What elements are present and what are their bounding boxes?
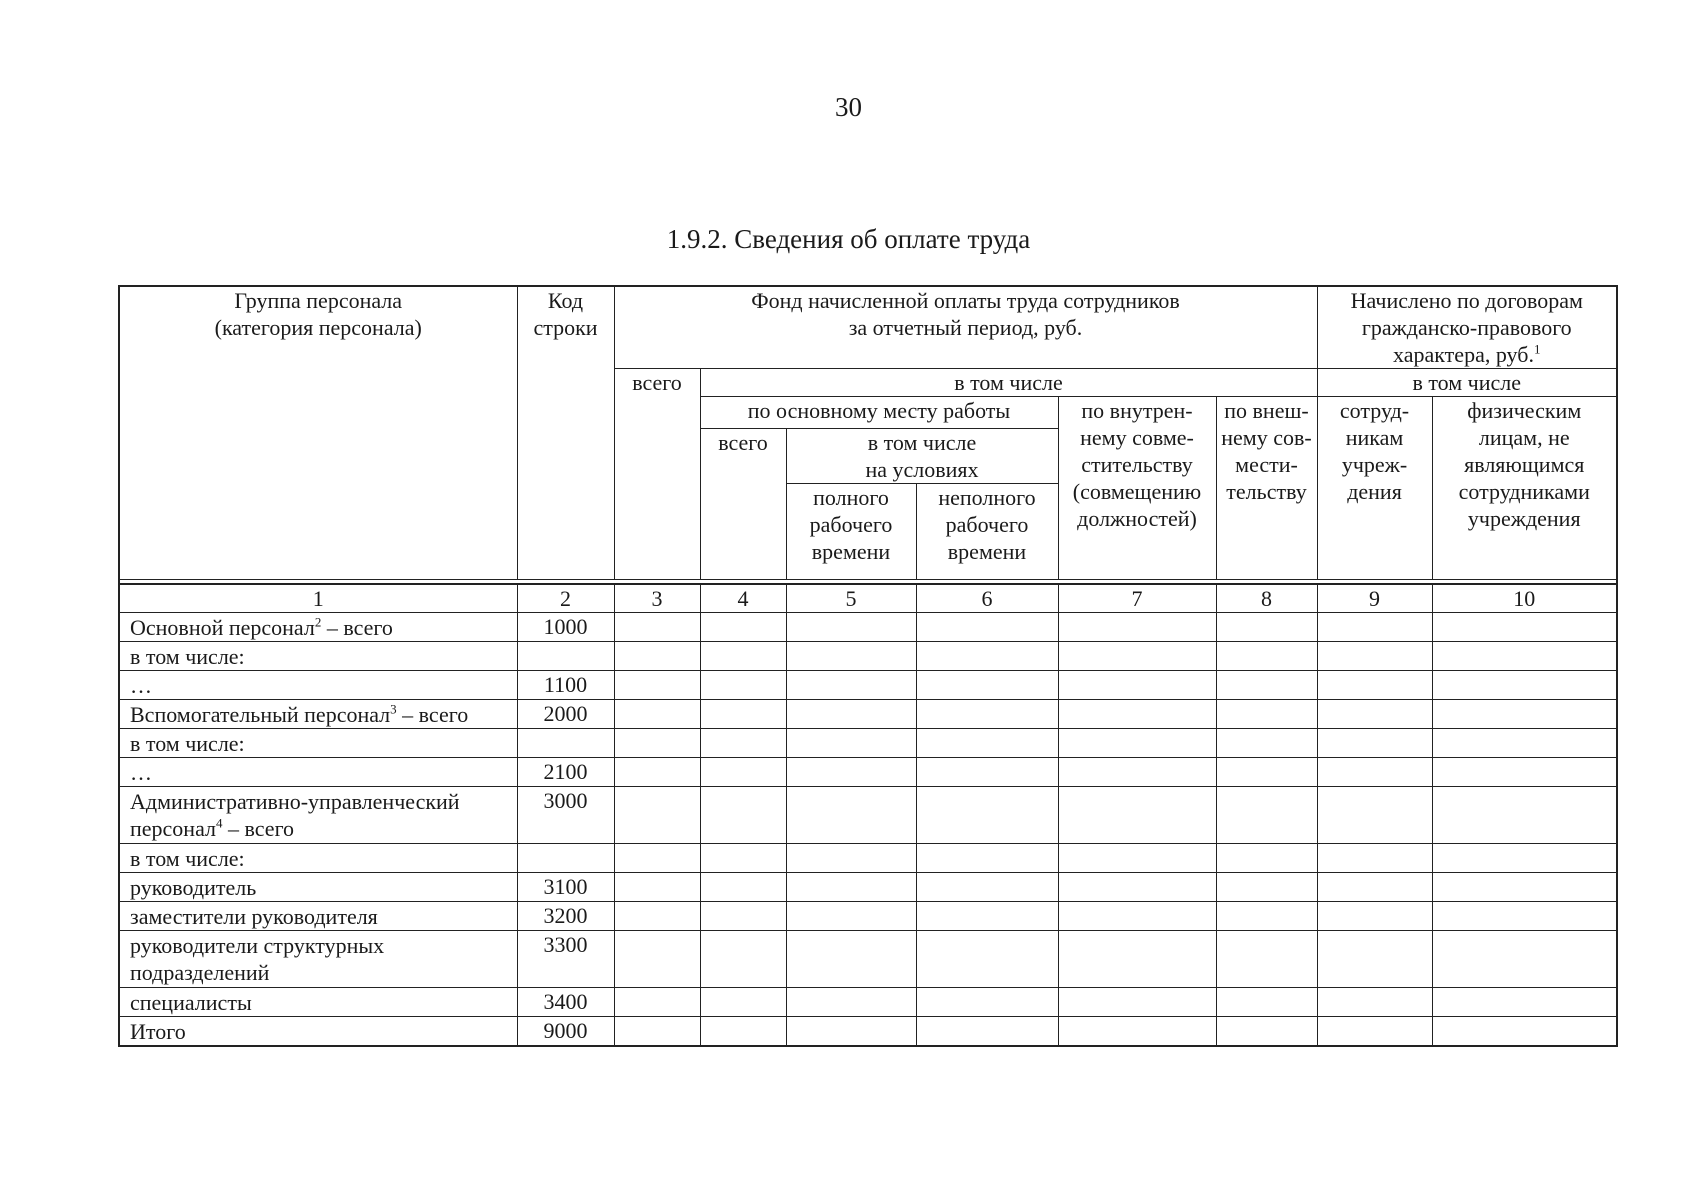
table-row [119, 873, 1617, 902]
table-cell[interactable] [700, 1017, 786, 1047]
row-label: руководитель [119, 873, 517, 902]
row-code: 2000 [517, 700, 614, 729]
table-cell[interactable] [1216, 729, 1317, 758]
table-cell[interactable] [1317, 787, 1432, 844]
page-number: 30 [835, 92, 862, 122]
header-contracts [1317, 286, 1617, 369]
header-main-total: всего [700, 429, 786, 580]
wage-table-container [118, 285, 1616, 1047]
table-cell[interactable] [1058, 931, 1216, 988]
wage-table [118, 285, 1618, 1047]
table-cell[interactable] [614, 931, 700, 988]
table-row [119, 902, 1617, 931]
table-cell[interactable] [1216, 613, 1317, 642]
row-code: 9000 [517, 1017, 614, 1047]
row-code [517, 642, 614, 671]
table-cell[interactable] [614, 729, 700, 758]
table-cell[interactable] [916, 873, 1058, 902]
header-part-time: неполного рабочего времени [916, 484, 1058, 580]
table-cell[interactable] [700, 787, 786, 844]
table-cell[interactable] [786, 613, 916, 642]
table-cell[interactable] [700, 902, 786, 931]
row-label: Административно-управленческий персонал$^4$ – всего [119, 787, 517, 844]
row-label: в том числе: [119, 729, 517, 758]
row-code [517, 729, 614, 758]
table-cell[interactable] [700, 671, 786, 700]
table-cell[interactable] [1317, 902, 1432, 931]
table-row [119, 931, 1617, 988]
table-cell[interactable] [786, 931, 916, 988]
table-cell[interactable] [700, 642, 786, 671]
header-external: по внеш-нему сов-мести-тельству [1216, 397, 1317, 580]
row-code: 3100 [517, 873, 614, 902]
column-number: 7 [1058, 584, 1216, 613]
table-cell[interactable] [1432, 613, 1617, 642]
table-row [119, 642, 1617, 671]
table-cell[interactable] [614, 758, 700, 787]
table-cell[interactable] [1317, 700, 1432, 729]
table-cell[interactable] [916, 642, 1058, 671]
table-cell[interactable] [1317, 642, 1432, 671]
table-cell[interactable] [786, 671, 916, 700]
header-group [119, 286, 517, 580]
row-code [517, 844, 614, 873]
table-cell[interactable] [786, 700, 916, 729]
row-label: в том числе: [119, 844, 517, 873]
table-cell[interactable] [1317, 873, 1432, 902]
table-cell[interactable] [786, 787, 916, 844]
header-fund-line1: Фонд начисленной оплаты труда сотрудников [751, 288, 1180, 313]
table-cell[interactable] [614, 671, 700, 700]
row-label: … [119, 758, 517, 787]
header-main-place: по основному месту работы [700, 397, 1058, 429]
table-cell[interactable] [786, 729, 916, 758]
row-code: 1100 [517, 671, 614, 700]
header-code-line2: строки [533, 315, 598, 340]
table-cell[interactable] [700, 844, 786, 873]
table-cell[interactable] [1432, 844, 1617, 873]
table-cell[interactable] [1432, 700, 1617, 729]
table-cell[interactable] [614, 700, 700, 729]
table-cell[interactable] [700, 700, 786, 729]
table-cell[interactable] [1216, 758, 1317, 787]
table-cell[interactable] [1216, 902, 1317, 931]
page-title: 1.9.2. Сведения об оплате труда [666, 224, 1031, 254]
table-cell[interactable] [1317, 1017, 1432, 1047]
row-label: Итого [119, 1017, 517, 1047]
header-contracts-including: в том числе [1317, 369, 1617, 397]
column-number: 9 [1317, 584, 1432, 613]
header-to-individuals: физическим лицам, не являющимся сотрудниками учреждения [1432, 397, 1617, 580]
header-full-time: полного рабочего времени [786, 484, 916, 580]
table-cell[interactable] [614, 844, 700, 873]
table-cell[interactable] [1317, 613, 1432, 642]
table-row [119, 988, 1617, 1017]
table-cell[interactable] [916, 902, 1058, 931]
row-label: Вспомогательный персонал$^3$ – всего [119, 700, 517, 729]
header-contracts-line3: характера, руб.$^1$ [1393, 341, 1541, 367]
table-cell[interactable] [916, 671, 1058, 700]
table-cell[interactable] [614, 902, 700, 931]
row-code: 3400 [517, 988, 614, 1017]
header-contracts-line2: гражданско-правового [1361, 315, 1572, 340]
table-cell[interactable] [1216, 787, 1317, 844]
table-row [119, 1017, 1617, 1047]
table-cell[interactable] [1216, 700, 1317, 729]
table-row [119, 729, 1617, 758]
header-fund-line2: за отчетный период, руб. [848, 315, 1083, 340]
row-code: 1000 [517, 613, 614, 642]
table-cell[interactable] [700, 931, 786, 988]
table-cell[interactable] [786, 873, 916, 902]
row-label: руководители структурных подразделений [119, 931, 517, 988]
table-cell[interactable] [1058, 902, 1216, 931]
column-number: 3 [614, 584, 700, 613]
header-internal: по внутрен-нему совме-стительству (совмещению должностей) [1058, 397, 1216, 580]
table-cell[interactable] [1432, 988, 1617, 1017]
column-number: 6 [916, 584, 1058, 613]
table-row [119, 787, 1617, 844]
table-cell[interactable] [1432, 671, 1617, 700]
header-group-line2: (категория персонала) [214, 315, 422, 340]
table-cell[interactable] [614, 613, 700, 642]
table-cell[interactable] [1058, 873, 1216, 902]
table-cell[interactable] [916, 1017, 1058, 1047]
header-contracts-line1: Начислено по договорам [1350, 288, 1583, 313]
column-number: 4 [700, 584, 786, 613]
column-number: 2 [517, 584, 614, 613]
table-cell[interactable] [614, 1017, 700, 1047]
table-cell[interactable] [700, 729, 786, 758]
table-cell[interactable] [786, 1017, 916, 1047]
table-cell[interactable] [1058, 1017, 1216, 1047]
table-cell[interactable] [1432, 902, 1617, 931]
header-on-conditions-line1: в том числе [867, 430, 977, 455]
table-cell[interactable] [1432, 873, 1617, 902]
header-code-line1: Код [547, 288, 584, 313]
table-cell[interactable] [614, 642, 700, 671]
row-label: … [119, 671, 517, 700]
table-cell[interactable] [1058, 729, 1216, 758]
table-row [119, 671, 1617, 700]
table-cell[interactable] [614, 787, 700, 844]
table-cell[interactable] [700, 613, 786, 642]
table-cell[interactable] [1058, 787, 1216, 844]
table-cell[interactable] [1216, 1017, 1317, 1047]
row-label: заместители руководителя [119, 902, 517, 931]
row-code: 2100 [517, 758, 614, 787]
column-number: 8 [1216, 584, 1317, 613]
table-cell[interactable] [1216, 988, 1317, 1017]
table-cell[interactable] [916, 988, 1058, 1017]
table-cell[interactable] [1432, 642, 1617, 671]
table-cell[interactable] [1058, 642, 1216, 671]
column-number: 10 [1432, 584, 1617, 613]
table-row [119, 758, 1617, 787]
row-label: специалисты [119, 988, 517, 1017]
header-group-line1: Группа персонала [234, 288, 403, 313]
table-cell[interactable] [786, 844, 916, 873]
table-cell[interactable] [786, 758, 916, 787]
table-row [119, 700, 1617, 729]
table-cell[interactable] [1216, 931, 1317, 988]
table-cell[interactable] [1432, 758, 1617, 787]
table-cell[interactable] [1058, 758, 1216, 787]
table-cell[interactable] [1058, 988, 1216, 1017]
table-cell[interactable] [1216, 671, 1317, 700]
table-cell[interactable] [1317, 844, 1432, 873]
row-code: 3300 [517, 931, 614, 988]
table-cell[interactable] [1317, 729, 1432, 758]
header-to-employees: сотруд-никам учреж-дения [1317, 397, 1432, 580]
row-label: в том числе: [119, 642, 517, 671]
table-cell[interactable] [1317, 758, 1432, 787]
table-cell[interactable] [1317, 931, 1432, 988]
table-cell[interactable] [916, 844, 1058, 873]
table-cell[interactable] [614, 988, 700, 1017]
table-cell[interactable] [1432, 729, 1617, 758]
table-cell[interactable] [700, 758, 786, 787]
header-on-conditions-line2: на условиях [865, 457, 979, 482]
table-cell[interactable] [1216, 844, 1317, 873]
table-cell[interactable] [786, 642, 916, 671]
table-cell[interactable] [916, 758, 1058, 787]
table-cell[interactable] [1317, 988, 1432, 1017]
header-fund-including: в том числе [700, 369, 1317, 397]
table-row [119, 613, 1617, 642]
table-cell[interactable] [916, 700, 1058, 729]
table-row [119, 844, 1617, 873]
table-cell[interactable] [1058, 700, 1216, 729]
table-cell[interactable] [916, 613, 1058, 642]
table-cell[interactable] [1432, 1017, 1617, 1047]
header-fund [614, 286, 1317, 369]
table-cell[interactable] [1432, 787, 1617, 844]
table-cell[interactable] [916, 787, 1058, 844]
row-label: Основной персонал$^2$ – всего [119, 613, 517, 642]
column-numbers-row [119, 584, 1617, 613]
column-number: 5 [786, 584, 916, 613]
header-on-conditions [786, 429, 1058, 484]
row-code: 3000 [517, 787, 614, 844]
table-cell[interactable] [700, 988, 786, 1017]
row-code: 3200 [517, 902, 614, 931]
table-cell[interactable] [700, 873, 786, 902]
column-number: 1 [119, 584, 517, 613]
table-cell[interactable] [1216, 873, 1317, 902]
table-cell[interactable] [1317, 671, 1432, 700]
table-cell[interactable] [1058, 613, 1216, 642]
header-fund-total: всего [614, 369, 700, 580]
table-cell[interactable] [916, 931, 1058, 988]
table-cell[interactable] [786, 988, 916, 1017]
table-cell[interactable] [916, 729, 1058, 758]
table-cell[interactable] [1432, 931, 1617, 988]
table-cell[interactable] [614, 873, 700, 902]
table-cell[interactable] [786, 902, 916, 931]
table-cell[interactable] [1058, 844, 1216, 873]
table-cell[interactable] [1058, 671, 1216, 700]
table-cell[interactable] [1216, 642, 1317, 671]
header-code [517, 286, 614, 580]
